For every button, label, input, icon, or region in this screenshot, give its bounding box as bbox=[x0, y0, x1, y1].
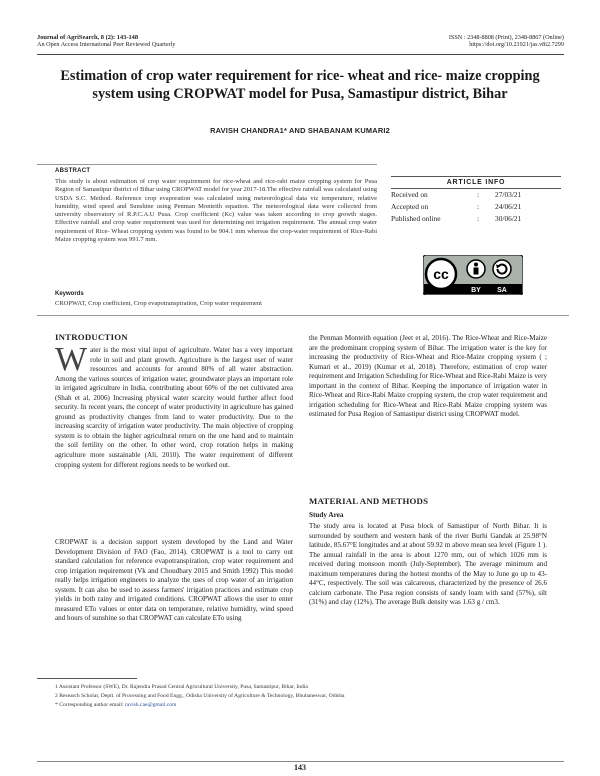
info-row-received bbox=[391, 189, 561, 201]
issn: ISSN : 2348-8808 (Print), 2348-8867 (Online) bbox=[448, 34, 564, 41]
footnote-1: 1 Assistant Professor (SWE), Dr. Rajendra Prasad Central Agricultural University, Pusa, Samastipur, Bihar, India bbox=[55, 684, 308, 690]
abstract-divider bbox=[37, 164, 377, 165]
abstract-heading: ABSTRACT bbox=[55, 168, 91, 174]
info-value: 27/03/21 bbox=[495, 190, 522, 199]
info-value: 30/06/21 bbox=[495, 214, 522, 223]
footnote-2: 2 Research Scholar, Deptt. of Processing and Food Engg., Odisha University of Agriculture & Technology, Bhubaneswar, Odisha bbox=[55, 693, 345, 699]
cc-text: cc bbox=[433, 266, 449, 282]
article-info-heading: ARTICLE INFO bbox=[391, 176, 561, 189]
info-colon: : bbox=[477, 190, 480, 199]
info-row-accepted bbox=[391, 201, 561, 213]
intro-paragraph-2: CROPWAT is a decision support system developed by the Land and Water Development Division of FAO (Fao, 2014). CROPWAT is a tool to carry out standard calculation for reference evapotranspiration, crop water requirement and crop irrigation requirement (Vk and Choudhary 2015 and Smith 1992) This model really helps irrigation engineers to analyze the uses of crop water of an irrigation system. It can also be used to assess farmers' irrigation practices and estimate crop yields in both rainy and irrigated conditions. CROPWAT allows the user to enter measured ETo values or enter data on temperature, relative humidity, wind speed and hours of sunshine so that CROPWAT can calculate ETo using bbox=[55, 538, 293, 623]
keywords-heading: Keywords bbox=[55, 291, 84, 297]
methods-heading: MATERIAL AND METHODS bbox=[309, 496, 429, 506]
page-footer-rule bbox=[37, 761, 564, 762]
intro-paragraph-1 bbox=[55, 341, 293, 470]
footnote-divider bbox=[37, 678, 137, 679]
methods-paragraph: The study area is located at Pusa block of Samastipur of North Bihar. It is surrounded by southern and western bank of the river Burhi Gandak at 25.98°N latitude, 85.67°E longitudes and at about 59.92 m above mean sea level (Figure 1 ). The annual rainfall in the area is about 1270 mm, out of which 1026 mm is received during monsoon month (July-September). The average minimum and maximum temperatures during the hottest months of the May to June go up to 43- 44°C, respectively. The soil was calcareous, characterized by the presence of 26.6 calcium carbonate. The Pusa region consists of sandy loam with sand (57%), silt (31%) and clay (12%). The average Bulk density was 1.63 g / cm3. bbox=[309, 522, 547, 607]
journal-identifiers bbox=[449, 34, 564, 48]
study-area-heading: Study Area bbox=[309, 511, 344, 519]
info-value: 24/06/21 bbox=[495, 202, 522, 211]
by-text: BY bbox=[471, 287, 481, 294]
journal-name: Journal of AgriSearch, 8 (2): 143-148 bbox=[37, 34, 139, 41]
journal-header bbox=[37, 34, 175, 48]
page-number: 143 bbox=[294, 763, 306, 772]
intro-paragraph-3: the Penman Monteith equation (Jeet et al, 2016). The Rice-Wheat and Rice-Maize are the predominant cropping system of Bihar. The irrigation water is the key for increasing the productivity of Rice-Wheat and Rice-Maize cropping system ( ; Kumari et al., 2019) (Kumar et al, 2018). Therefore, estimation of crop water requirement and Irrigation Scheduling for Rice-Wheat and Rice-Rabi Maize is very important in the context of Bihar. Keeping the importance of irrigation water in Rice-Wheat and Rice-Rabi Maize cropping system, the crop water requirement and irrigation scheduling for Rice-Wheat and Rice-Rabi Maize cropping system was estimated for Pusa Region of Samastipur district using CROPWAT model. bbox=[309, 334, 547, 419]
corresponding-label: * Corresponding author email: bbox=[55, 702, 125, 708]
cc-by-sa-icon bbox=[423, 255, 523, 295]
doi-link[interactable]: https://doi.org/10.21921/jas.v8i2.7299 bbox=[469, 41, 564, 49]
article-title: Estimation of crop water requirement for rice- wheat and rice- maize cropping system using CROPWAT model for Pusa, Samastipur district, Bihar bbox=[60, 68, 540, 102]
authors: RAVISH CHANDRA1* AND SHABANAM KUMARI2 bbox=[210, 126, 390, 135]
info-label: Accepted on bbox=[391, 202, 429, 211]
intro-text-1: ater is the most vital input of agriculture. Water has a very important role in soil and plant growth. Agriculture is the largest user of water resources and accounts for around 80% of all water abstraction. Among the various sources of irrigation water, groundwater plays an important role in irrigated agriculture in India, contributing about 60% of the net cultivated area (Shah et al, 2006) Increasing physical water scarcity would further affect food security. In recent years, the concept of water productivity in agriculture has gained ground as productivity changes from land to water productivity. Due to the increasing scarcity of irrigation water productivity. The main objective of cropping system is to obtain the higher agricultural return on the one hand and to maintain the soil fertility on the other. In other word, crop rotation helps in making agriculture more sustainable (Ali, 2010). The water requirement of different cropping system for different regions needs to be worked out. bbox=[55, 346, 293, 469]
cc-license-badge[interactable] bbox=[423, 255, 523, 295]
sa-text: SA bbox=[497, 287, 507, 294]
header-divider bbox=[37, 54, 564, 55]
abstract-bottom-divider bbox=[37, 315, 569, 316]
footnote-3 bbox=[55, 702, 176, 709]
article-info-box bbox=[391, 176, 561, 225]
corresponding-email[interactable]: ravish.cae@gmail.com bbox=[124, 702, 177, 708]
drop-cap: W bbox=[55, 341, 88, 378]
info-label: Received on bbox=[391, 190, 428, 199]
introduction-heading: INTRODUCTION bbox=[55, 332, 128, 342]
info-colon: : bbox=[477, 202, 480, 211]
info-colon: : bbox=[477, 214, 480, 223]
info-label: Published online bbox=[391, 214, 441, 223]
abstract-text: This study is about estimation of crop water requirement for rice-wheat and rice-rabi maize cropping system for Pusa Region of Samastipur district of Bihar using CROPWAT model for year 2017-18.The effective rainfall was calculated using USDA S.C. Method. Reference crop evaporation was calculated using meteorological data viz temperature, relative humidity, wind speed and Sunshine using Penman Monteith equation. The meteorological data were collected from university observatory of R.P.C.A.U Pusa. Crop coefficient (Kc) value was taken according to crop growth stages. Effective rainfall and crop water requirement was used for determining net irrigation requirement. The annual crop water requirement of Rice- Wheat cropping system was found to be 904.1 mm whereas the crop-water requirement of Rice-Rabi Maize cropping system was 991.7 mm. bbox=[55, 178, 377, 244]
keywords-text: CROPWAT, Crop coefficient, Crop evapotranspiration, Crop water requirement bbox=[55, 300, 262, 307]
info-row-published bbox=[391, 213, 561, 225]
journal-subtitle: An Open Access International Peer Reviewed Quarterly bbox=[37, 41, 176, 49]
